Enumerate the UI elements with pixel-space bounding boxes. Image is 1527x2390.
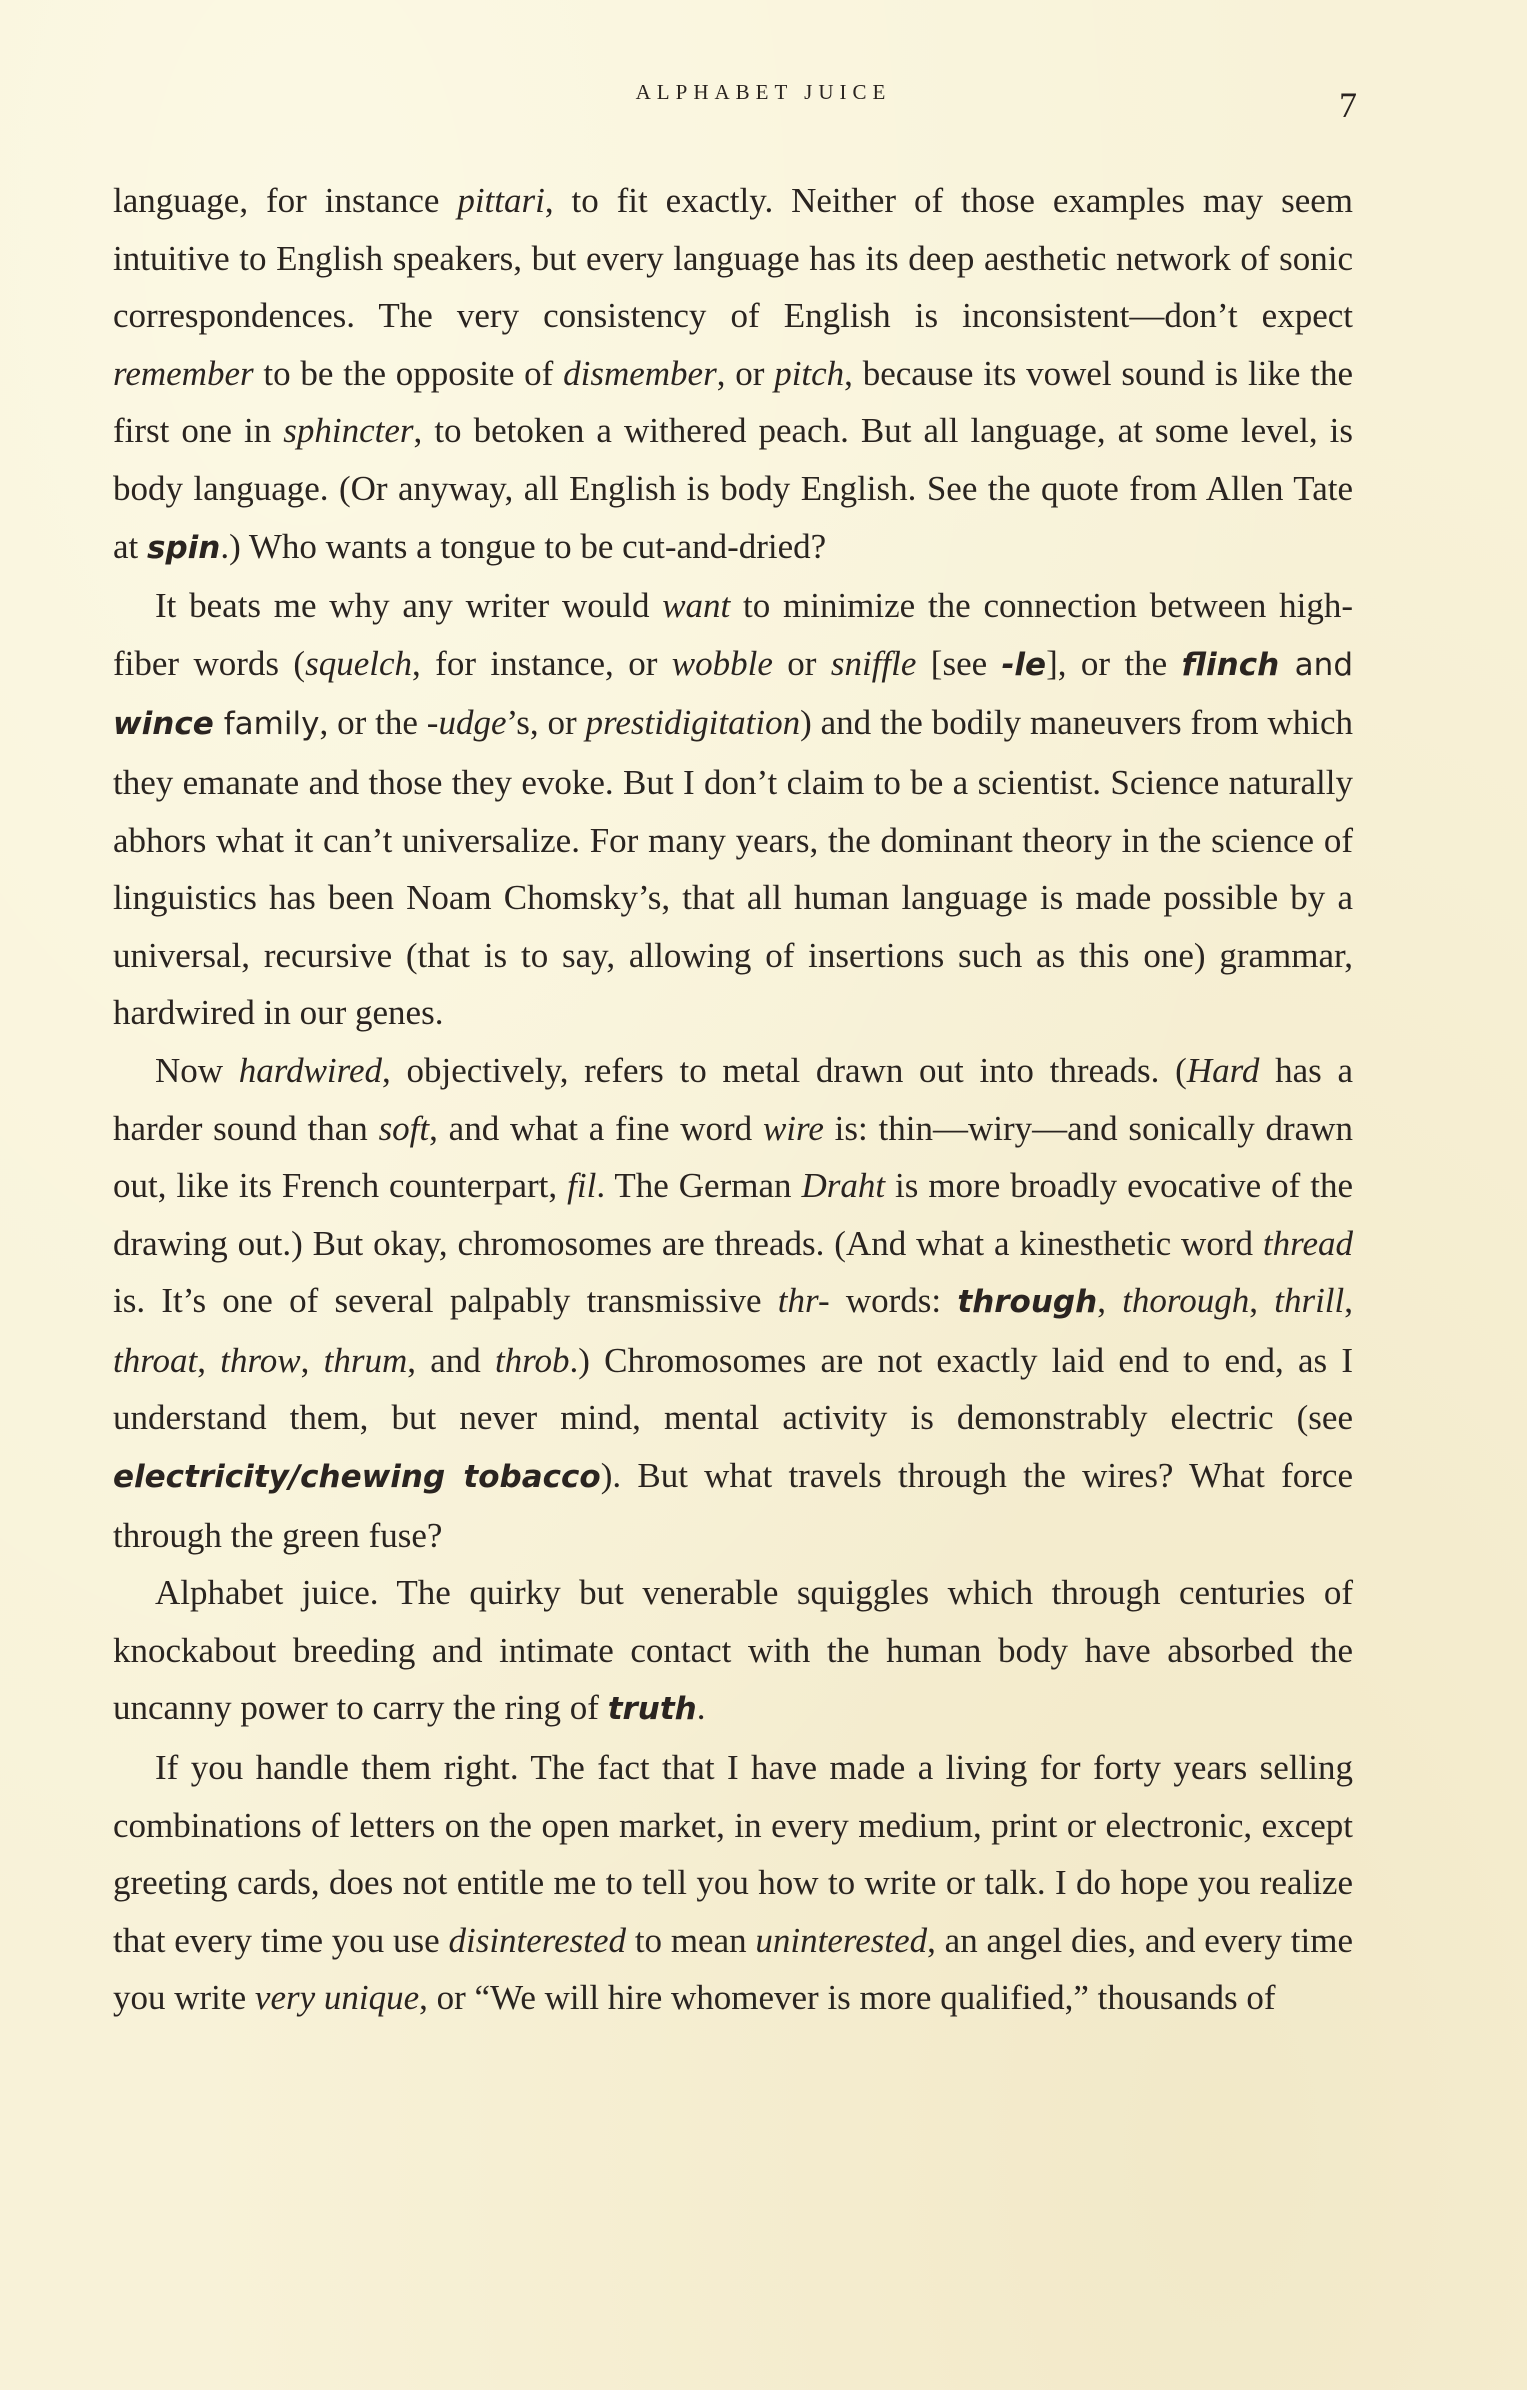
cross-reference: truth <box>607 1691 697 1728</box>
text-run: It beats me why any writer would <box>155 586 663 626</box>
paragraph <box>113 577 1353 1042</box>
text-run: words: <box>829 1281 958 1321</box>
italic-term: fil <box>567 1166 597 1206</box>
italic-term: wobble <box>671 643 773 683</box>
italic-term: throb <box>494 1340 570 1380</box>
text-run: , because its vowel sound is like the first one in <box>113 353 1353 451</box>
text-run: language, for instance <box>113 181 458 220</box>
text-run: , objectively, refers to metal drawn out into threads. ( <box>382 1050 1187 1090</box>
text-run: , or the - <box>319 703 439 743</box>
text-run: or <box>772 643 831 683</box>
italic-term: throat <box>113 1340 198 1380</box>
text-run: , to fit exactly. Neither of those examples may seem intuitive to English speakers, but every language has its deep aesthetic network of sonic correspondences. The very consistency of English is inconsistent—don’t expect <box>113 181 1354 336</box>
running-head: ALPHABET JUICE <box>635 80 892 104</box>
italic-term: very unique <box>254 1978 420 2018</box>
text-run: . The German <box>596 1166 802 1206</box>
italic-term: uninterested <box>755 1920 928 1960</box>
italic-term: pitch <box>774 353 845 393</box>
cross-reference: through <box>957 1284 1098 1321</box>
text-run: ’s, or <box>506 703 586 743</box>
italic-term: thorough <box>1122 1281 1250 1321</box>
text-run: , or <box>716 353 775 393</box>
italic-term: prestidigitation <box>585 703 801 743</box>
cross-reference: flinch <box>1181 646 1280 683</box>
text-run: ], or the <box>1046 643 1182 683</box>
cross-reference: -le <box>1001 646 1047 683</box>
text-run: , for instance, or <box>412 643 672 683</box>
body-text <box>113 172 1353 2027</box>
italic-term: Hard <box>1186 1050 1260 1090</box>
italic-term: hardwired <box>238 1050 383 1090</box>
text-run: ). But what travels through the wires? What force through the green fuse? <box>113 1456 1354 1555</box>
text-run: .) Who wants a tongue to be cut-and-dried? <box>220 526 827 566</box>
text-run: , and <box>407 1340 495 1380</box>
text-run: , <box>197 1340 221 1380</box>
italic-term: want <box>662 586 731 626</box>
text-run: , to betoken a withered peach. But all language, at some level, is body language. (Or anyway, all English is body English. See the quote from Allen Tate at <box>113 411 1353 566</box>
text-run: , <box>1097 1281 1123 1321</box>
text-run: to minimize the connection between high-fiber words ( <box>113 586 1353 683</box>
italic-term: udge <box>438 703 507 743</box>
italic-term: dismember <box>563 353 717 393</box>
paragraph <box>113 172 1353 577</box>
italic-term: squelch <box>305 643 413 683</box>
cross-reference-text: and <box>1279 646 1353 683</box>
cross-reference: wince <box>113 706 214 743</box>
text-run: , <box>300 1340 324 1380</box>
italic-term: thrum <box>323 1340 408 1380</box>
text-run: , and what a fine word <box>429 1108 763 1148</box>
text-run: is: thin—wiry—and sonically drawn out, like its French counterpart, <box>113 1108 1353 1206</box>
italic-term: remember <box>113 353 254 393</box>
italic-term: wire <box>762 1108 824 1148</box>
page-number: 7 <box>1339 85 1357 125</box>
paragraph <box>113 1564 1353 1739</box>
text-run: . <box>696 1688 706 1728</box>
cross-reference: spin <box>147 529 221 566</box>
text-run: is more broadly evocative of the drawing out.) But okay, chromosomes are threads. (And what a kinesthetic word <box>113 1166 1353 1263</box>
text-run: , or “We will hire whomever is more qualified,” thousands of <box>419 1978 1276 2018</box>
text-run: .) Chromosomes are not exactly laid end to end, as I understand them, but never mind, mental activity is demonstrably electric (see <box>113 1340 1354 1438</box>
text-run: [see <box>916 643 1002 683</box>
text-run: If you handle them right. The fact that I have made a living for forty years selling combinations of letters on the open market, in every medium, print or electronic, except greeting cards, does not entitle me to tell you how to write or talk. I do hope you realize that every time you use <box>113 1748 1353 1960</box>
text-run: Now <box>155 1050 239 1090</box>
text-run: Alphabet juice. The quirky but venerable squiggles which through centuries of knockabout breeding and intimate contact with the human body have absorbed the uncanny power to carry the ring of <box>113 1573 1353 1728</box>
italic-term: Draht <box>801 1166 886 1206</box>
italic-term: sniffle <box>830 643 917 683</box>
text-run: , <box>1344 1281 1354 1321</box>
italic-term: thrill <box>1274 1281 1345 1321</box>
italic-term: thread <box>1262 1223 1353 1263</box>
text-run: , an angel dies, and every time you write <box>113 1920 1353 2018</box>
text-run: , <box>1249 1281 1275 1321</box>
cross-reference-text: family <box>213 706 320 743</box>
text-run: to be the opposite of <box>253 353 564 393</box>
italic-term: disinterested <box>448 1920 627 1960</box>
cross-reference: electricity/chewing tobacco <box>113 1459 601 1496</box>
text-run: is. It’s one of several palpably transmissive <box>113 1281 778 1321</box>
paragraph <box>113 1042 1353 1564</box>
italic-term: sphincter <box>283 411 414 451</box>
italic-term: thr- <box>777 1281 830 1321</box>
text-run: ) and the bodily maneuvers from which they emanate and those they evoke. But I don’t claim to be a scientist. Science naturally abhors what it can’t universalize. For many years, the dominant theory in the science of linguistics has been Noam Chomsky’s, that all human language is made possible by a universal, recursive (that is to say, allowing of insertions such as this one) grammar, hardwired in our genes. <box>113 703 1353 1033</box>
italic-term: throw <box>220 1340 301 1380</box>
italic-term: soft <box>378 1108 430 1148</box>
italic-term: pittari <box>457 181 545 220</box>
paragraph <box>113 1739 1353 2027</box>
text-run: to mean <box>626 1920 756 1960</box>
text-run: has a harder sound than <box>113 1050 1353 1148</box>
